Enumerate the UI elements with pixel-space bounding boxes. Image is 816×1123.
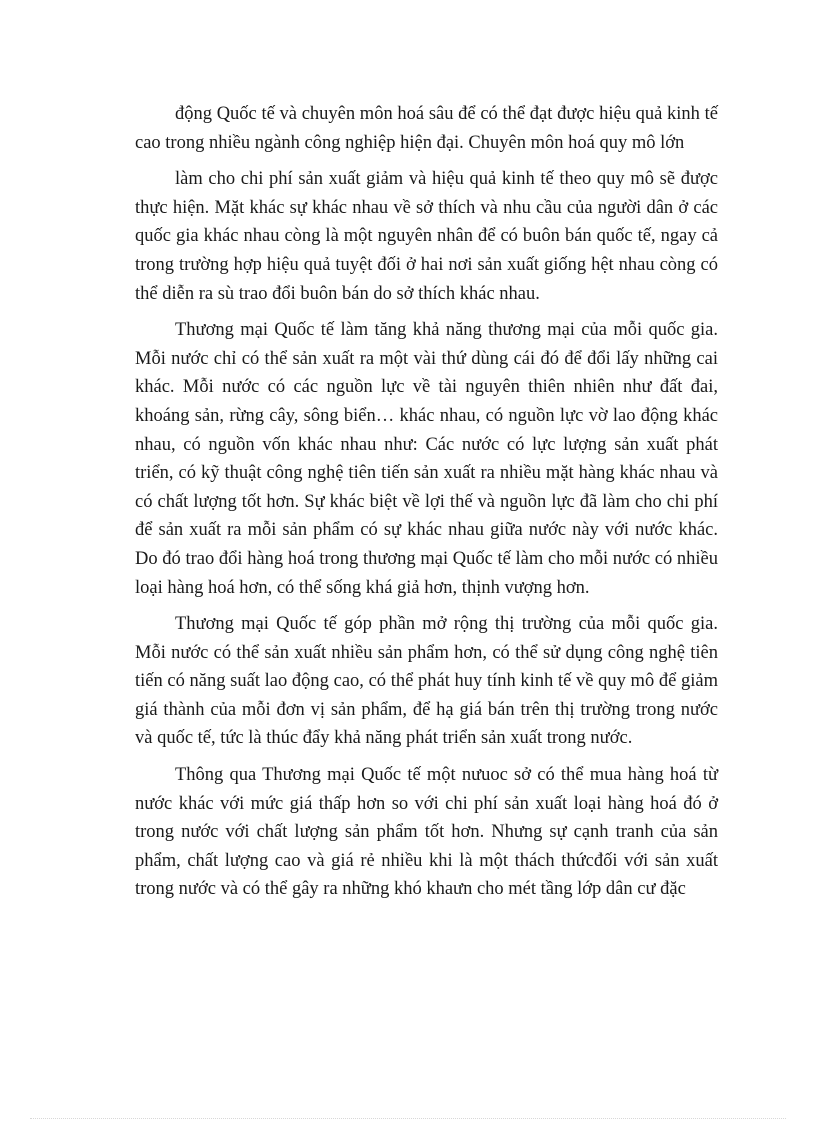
paragraph-4: Thương mại Quốc tế góp phần mở rộng thị trường của mỗi quốc gia. Mỗi nước có thể sản xuất nhiều sản phẩm hơn, có thể sử dụng công nghệ tiên tiến có năng suất lao động cao, có thể phát huy tính kinh tế về quy mô để giảm giá thành của mỗi đơn vị sản phẩm, để hạ giá bán trên thị trường trong nước và quốc tế, tức là thúc đẩy khả năng phát triển sản xuất trong nước. <box>135 614 718 749</box>
document-body <box>135 100 718 912</box>
paragraph-5: Thông qua Thương mại Quốc tế một nưuoc sở có thể mua hàng hoá từ nước khác với mức giá thấp hơn so với chi phí sản xuất loại hàng hoá đó ở trong nước với chất lượng sản phẩm tốt hơn. Nhưng sự cạnh tranh của sản phẩm, chất lượng cao và giá rẻ nhiều khi là một thách thứcđối với sản xuất trong nước và có thể gây ra những khó khaưn cho mét tầng lớp dân cư đặc <box>135 765 718 900</box>
paragraph-1: động Quốc tế và chuyên môn hoá sâu để có thể đạt được hiệu quả kinh tế cao trong nhiều ngành công nghiệp hiện đại. Chuyên môn hoá quy mô lớn <box>135 104 718 153</box>
paragraph-2: làm cho chi phí sản xuất giảm và hiệu quả kinh tế theo quy mô sẽ được thực hiện. Mặt khác sự khác nhau về sở thích và nhu cầu của người dân ở các quốc gia khác nhau còng là một nguyên nhân để có buôn bán quốc tế, ngay cả trong trường hợp hiệu quả tuyệt đối ở hai nơi sản xuất giống hệt nhau còng có thể diễn ra sù trao đổi buôn bán do sở thích khác nhau. <box>135 169 718 304</box>
page-bottom-rule <box>30 1118 786 1119</box>
paragraph-3: Thương mại Quốc tế làm tăng khả năng thương mại của mỗi quốc gia. Mỗi nước chỉ có thể sản xuất ra một vài thứ dùng cái đó để đổi lấy những cai khác. Mỗi nước có các nguồn lực về tài nguyên thiên nhiên như đất đai, khoáng sản, rừng cây, sông biển… khác nhau, có nguồn lực vờ lao động khác nhau, có nguồn vốn khác nhau như: Các nước có lực lượng sản xuất phát triển, có kỹ thuật công nghệ tiên tiến sản xuất ra nhiều mặt hàng khác nhau và có chất lượng tốt hơn. Sự khác biệt về lợi thế và nguồn lực đã làm cho chi phí để sản xuất ra mỗi sản phẩm có sự khác nhau giữa nước này với nước khác. Do đó trao đổi hàng hoá trong thương mại Quốc tế làm cho mỗi nước có nhiều loại hàng hoá hơn, có thể sống khá giả hơn, thịnh vượng hơn. <box>135 320 718 598</box>
